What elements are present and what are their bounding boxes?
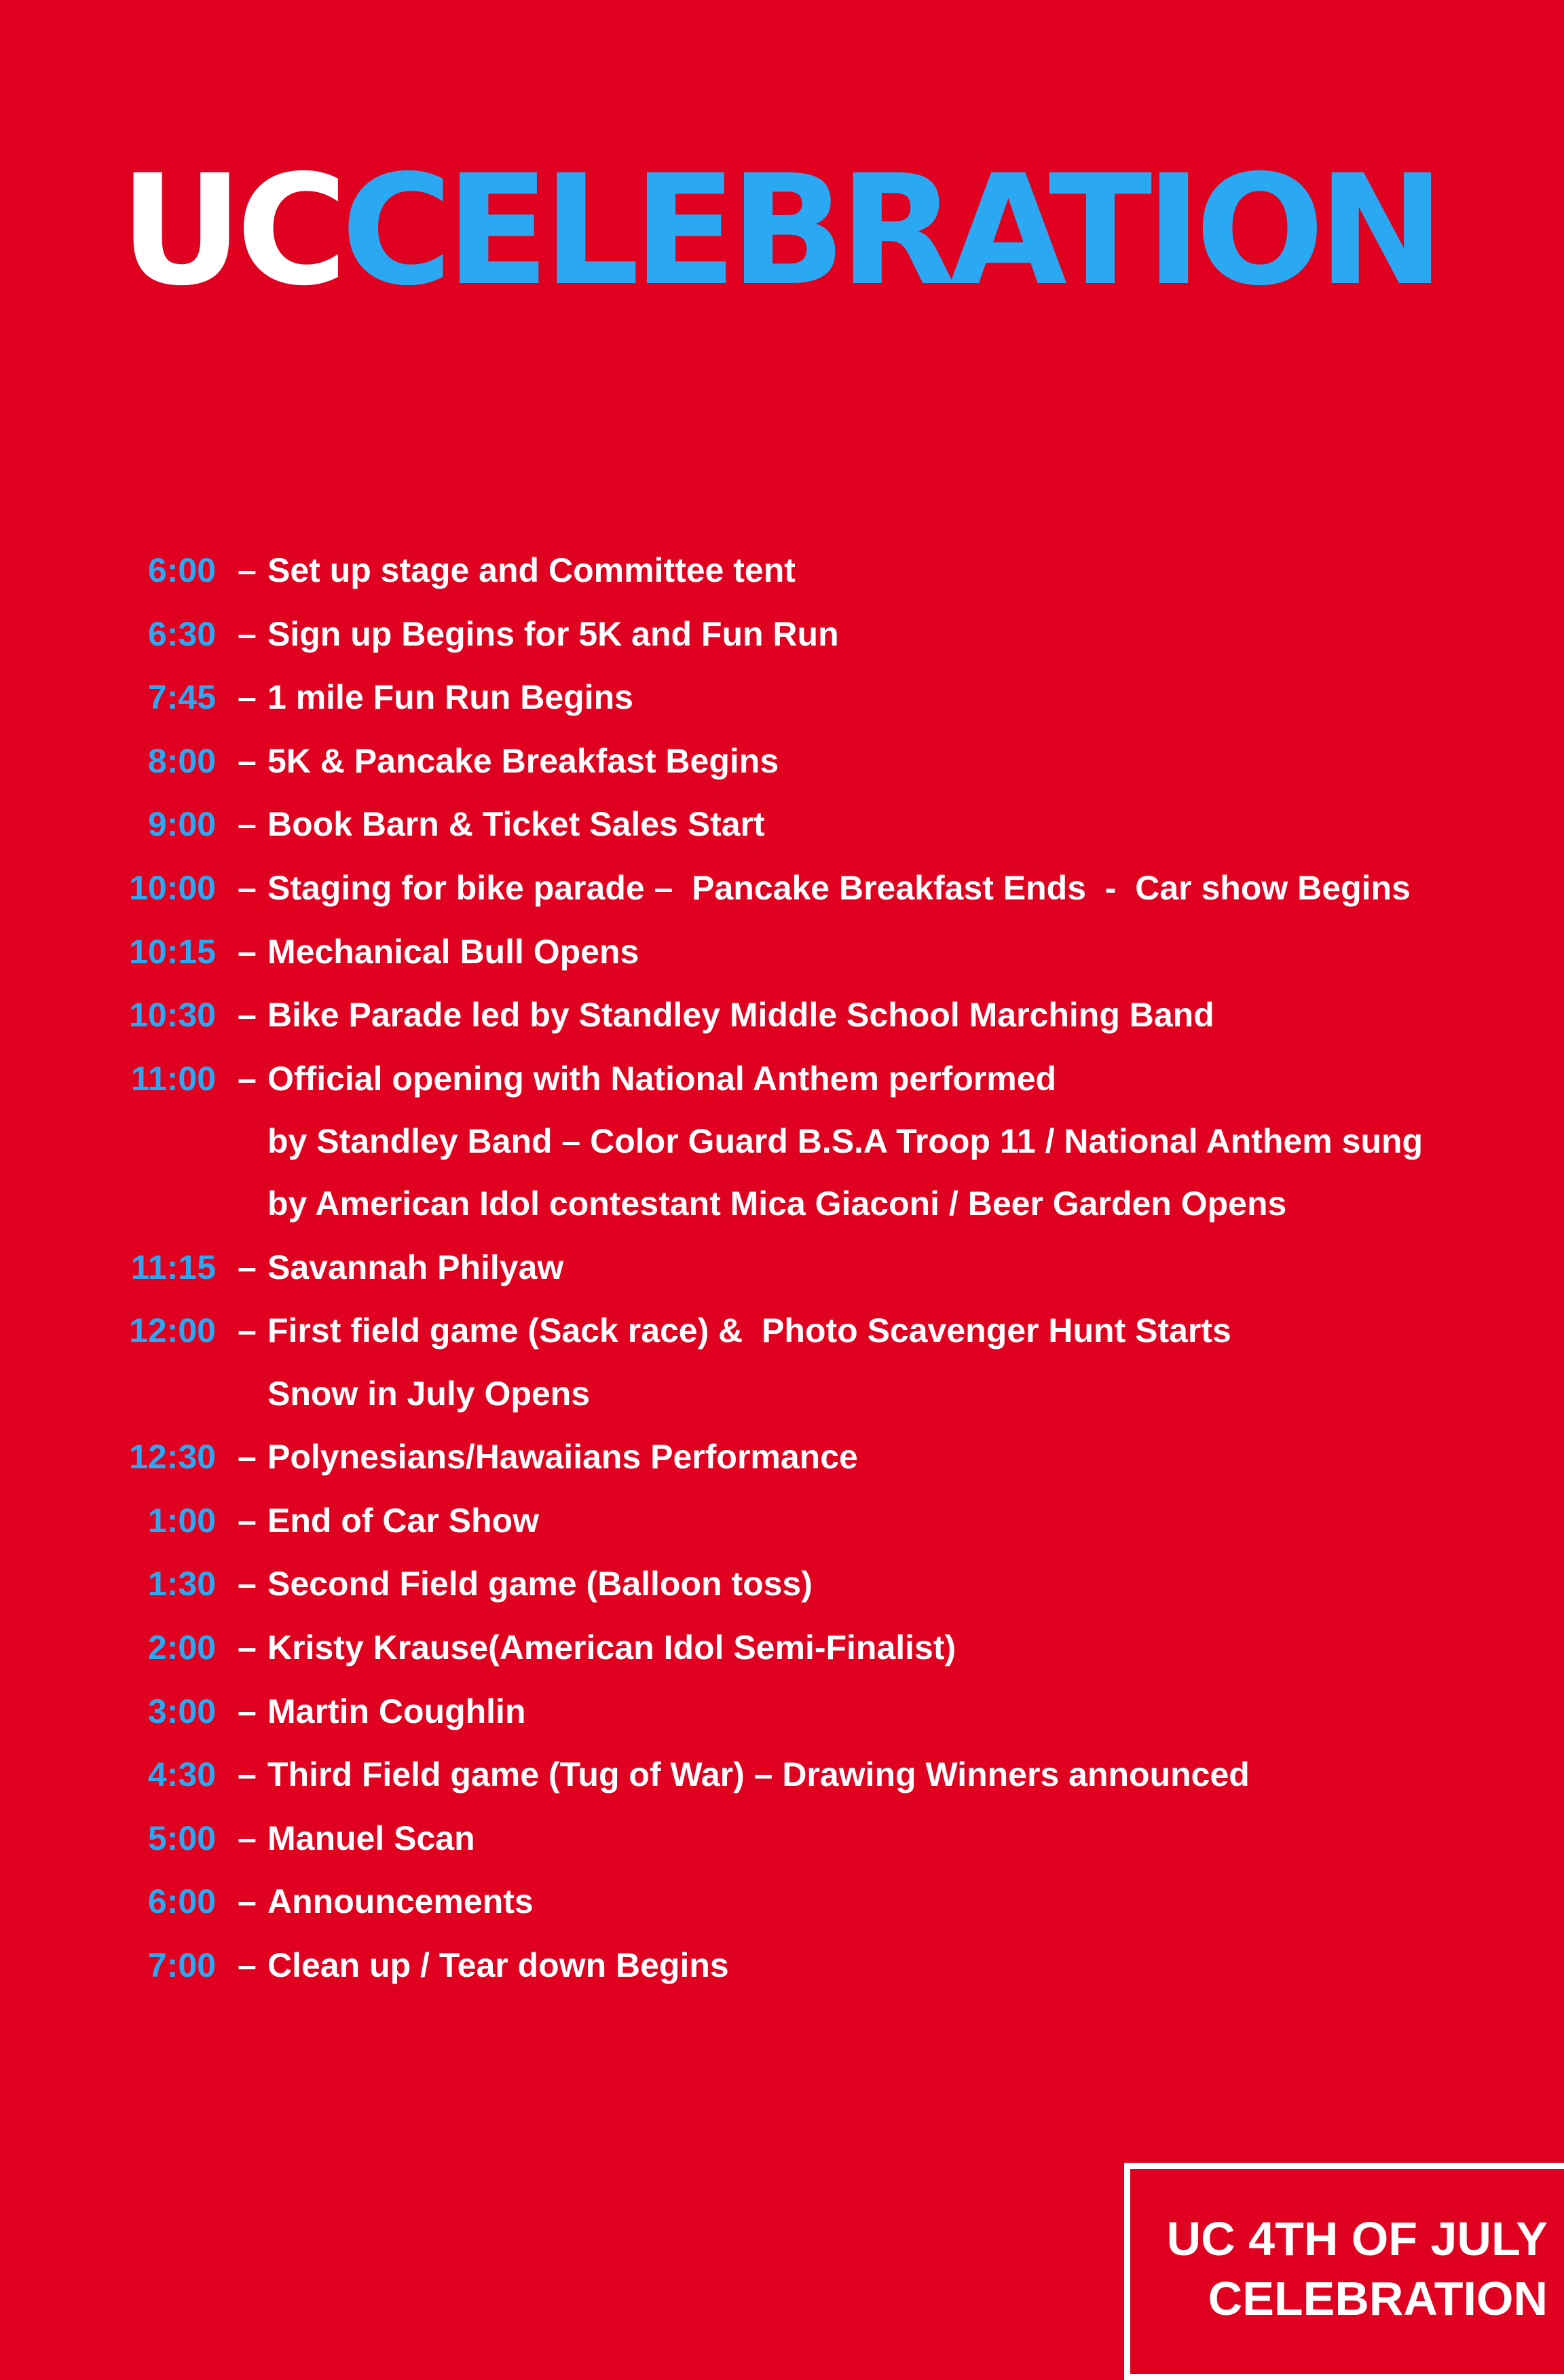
schedule-row	[0, 1680, 1564, 1743]
schedule-time: 12:30	[129, 1438, 216, 1476]
schedule-description	[267, 1047, 1423, 1235]
schedule-description	[267, 730, 779, 792]
schedule-row	[0, 1047, 1564, 1235]
schedule-description-line: Martin Coughlin	[267, 1692, 526, 1730]
schedule-dash: –	[238, 1819, 257, 1857]
schedule-row	[0, 1870, 1564, 1933]
schedule-time: 8:00	[147, 741, 216, 780]
schedule-description	[267, 857, 1411, 919]
schedule-time: 7:45	[147, 678, 216, 717]
schedule-description-line: Second Field game (Balloon toss)	[267, 1565, 813, 1603]
schedule-description-line: Snow in July Opens	[267, 1374, 591, 1413]
schedule-time: 10:00	[129, 868, 216, 907]
schedule-dash: –	[238, 1755, 257, 1794]
schedule-time: 9:00	[147, 805, 216, 844]
badge-label	[1167, 2209, 1548, 2328]
schedule-description	[267, 793, 765, 855]
schedule-description-line: by American Idol contestant Mica Giaconi / Beer Garden Opens	[267, 1185, 1287, 1223]
schedule-description-line: 5K & Pancake Breakfast Begins	[267, 741, 779, 780]
schedule-row	[0, 1299, 1564, 1424]
schedule-dash: –	[238, 1565, 257, 1603]
schedule-description-line: Set up stage and Committee tent	[267, 551, 796, 589]
schedule-time: 7:00	[147, 1946, 216, 1984]
schedule-time: 11:15	[130, 1248, 216, 1286]
schedule-dash: –	[238, 1438, 257, 1476]
schedule-description-line: Announcements	[267, 1882, 534, 1921]
schedule-description	[267, 666, 633, 728]
schedule-row	[0, 1807, 1564, 1870]
schedule-description	[267, 1489, 539, 1552]
schedule-row	[0, 857, 1564, 919]
schedule-row	[0, 1489, 1564, 1552]
schedule-time: 6:00	[147, 551, 216, 589]
schedule-row	[0, 730, 1564, 792]
schedule-list	[0, 539, 1564, 1997]
schedule-time: 4:30	[147, 1755, 216, 1794]
schedule-dash: –	[238, 932, 257, 971]
schedule-description-line: Mechanical Bull Opens	[267, 932, 639, 971]
title-uc: UC	[119, 142, 341, 319]
schedule-dash: –	[238, 1059, 257, 1098]
badge-line-2: CELEBRATION	[1208, 2272, 1548, 2325]
schedule-description	[267, 984, 1214, 1046]
schedule-description-line: Third Field game (Tug of War) – Drawing Winners announced	[267, 1755, 1250, 1794]
schedule-description	[267, 539, 796, 601]
schedule-description	[267, 1552, 813, 1615]
schedule-time: 12:00	[129, 1312, 216, 1350]
schedule-time: 6:30	[147, 614, 216, 653]
schedule-dash: –	[238, 1692, 257, 1730]
schedule-description-line: Bike Parade led by Standley Middle School Marching Band	[267, 996, 1214, 1035]
schedule-description	[267, 1934, 729, 1996]
schedule-dash: –	[238, 1312, 257, 1350]
schedule-description-line: End of Car Show	[267, 1501, 539, 1540]
schedule-description-line: Staging for bike parade – Pancake Breakfast Ends - Car show Begins	[267, 868, 1411, 907]
schedule-dash: –	[238, 1628, 257, 1667]
schedule-time: 6:00	[147, 1882, 216, 1921]
schedule-row	[0, 539, 1564, 601]
schedule-time: 10:15	[129, 932, 216, 971]
schedule-dash: –	[238, 1882, 257, 1921]
schedule-row	[0, 984, 1564, 1046]
schedule-row	[0, 1236, 1564, 1299]
schedule-dash: –	[238, 1946, 257, 1984]
schedule-row	[0, 1934, 1564, 1996]
schedule-dash: –	[238, 805, 257, 844]
schedule-row	[0, 603, 1564, 665]
schedule-description-line: Manuel Scan	[267, 1819, 475, 1857]
schedule-description	[267, 1680, 526, 1743]
schedule-dash: –	[238, 741, 257, 780]
badge-line-1: UC 4TH OF JULY	[1166, 2212, 1548, 2265]
schedule-description-line: First field game (Sack race) & Photo Scavenger Hunt Starts	[267, 1312, 1231, 1350]
schedule-dash: –	[238, 1501, 257, 1540]
schedule-description	[267, 921, 639, 983]
schedule-row	[0, 666, 1564, 728]
schedule-dash: –	[238, 551, 257, 589]
schedule-description	[267, 1616, 956, 1679]
schedule-time: 5:00	[147, 1819, 216, 1857]
schedule-description-line: Polynesians/Hawaiians Performance	[267, 1438, 858, 1476]
schedule-description-line: Sign up Begins for 5K and Fun Run	[267, 614, 839, 653]
schedule-description	[267, 603, 839, 665]
schedule-time: 1:30	[147, 1565, 216, 1603]
schedule-description	[267, 1426, 858, 1488]
schedule-row	[0, 1616, 1564, 1679]
schedule-description	[267, 1236, 563, 1299]
schedule-description-line: Savannah Philyaw	[267, 1248, 564, 1286]
schedule-description	[267, 1807, 475, 1870]
schedule-description-line: Book Barn & Ticket Sales Start	[267, 805, 765, 844]
schedule-dash: –	[238, 868, 257, 907]
schedule-dash: –	[238, 1248, 257, 1286]
schedule-description-line: 1 mile Fun Run Begins	[267, 678, 633, 717]
schedule-time: 1:00	[147, 1501, 216, 1540]
schedule-row	[0, 1552, 1564, 1615]
schedule-time: 10:30	[129, 996, 216, 1035]
schedule-description-line: Clean up / Tear down Begins	[267, 1946, 729, 1984]
schedule-dash: –	[238, 678, 257, 717]
schedule-row	[0, 1426, 1564, 1488]
schedule-row	[0, 921, 1564, 983]
schedule-time: 3:00	[147, 1692, 216, 1730]
schedule-time: 11:00	[130, 1059, 216, 1098]
schedule-dash: –	[238, 614, 257, 653]
schedule-description	[267, 1870, 534, 1933]
schedule-row	[0, 1743, 1564, 1806]
schedule-dash: –	[238, 996, 257, 1035]
schedule-row	[0, 793, 1564, 855]
schedule-time: 2:00	[147, 1628, 216, 1667]
schedule-description	[267, 1299, 1231, 1424]
page-title	[119, 142, 1438, 319]
schedule-description	[267, 1743, 1250, 1806]
title-celebration: CELEBRATION	[341, 142, 1438, 319]
schedule-description-line: Official opening with National Anthem performed	[267, 1059, 1057, 1098]
schedule-description-line: Kristy Krause(American Idol Semi-Finalist)	[267, 1628, 956, 1667]
schedule-description-line: by Standley Band – Color Guard B.S.A Troop 11 / National Anthem sung	[267, 1121, 1423, 1160]
